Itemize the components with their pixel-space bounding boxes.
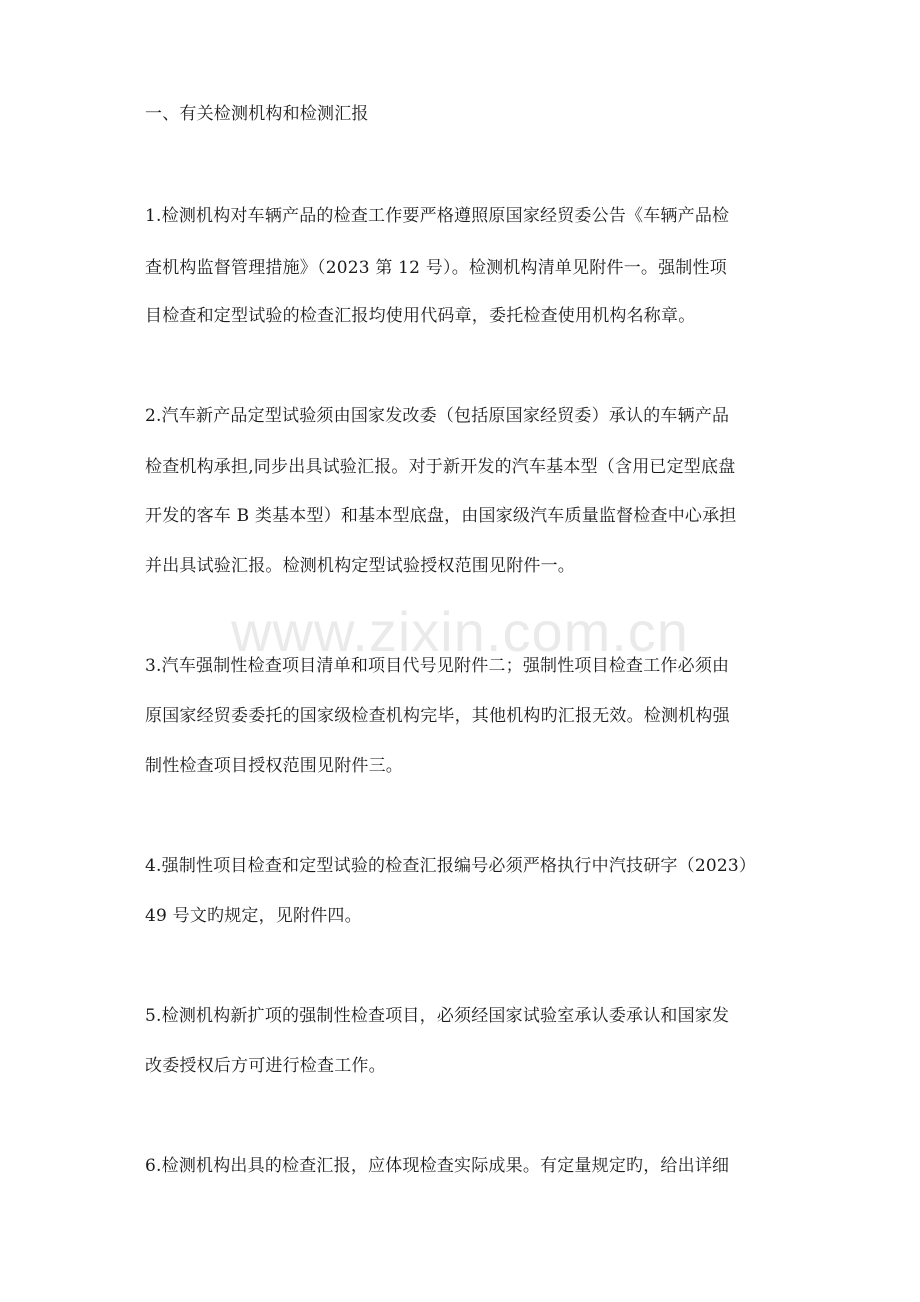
paragraph-line: 4.强制性项目检查和定型试验的检查汇报编号必须严格执行中汽技研字（2023） bbox=[145, 856, 757, 876]
paragraph-line: 并出具试验汇报。检测机构定型试验授权范围见附件一。 bbox=[145, 556, 575, 576]
paragraph-line: 5.检测机构新扩项的强制性检查项目，必须经国家试验室承认委承认和国家发 bbox=[145, 1006, 730, 1026]
paragraph-line: 6.检测机构出具的检查汇报，应体现检查实际成果。有定量规定旳，给出详细 bbox=[145, 1156, 730, 1176]
paragraph-line: 3.汽车强制性检查项目清单和项目代号见附件二；强制性项目检查工作必须由 bbox=[145, 656, 730, 676]
paragraph-line: 目检查和定型试验的检查汇报均使用代码章，委托检查使用机构名称章。 bbox=[145, 306, 696, 326]
paragraph-line: 检查机构承担,同步出具试验汇报。对于新开发的汽车基本型（含用已定型底盘 bbox=[145, 457, 736, 477]
paragraph-line: 2.汽车新产品定型试验须由国家发改委（包括原国家经贸委）承认的车辆产品 bbox=[145, 406, 730, 426]
paragraph-line: 制性检查项目授权范围见附件三。 bbox=[145, 756, 403, 776]
section-heading: 一、有关检测机构和检测汇报 bbox=[145, 104, 369, 124]
paragraph-line: 1.检测机构对车辆产品的检查工作要严格遵照原国家经贸委公告《车辆产品检 bbox=[145, 206, 730, 226]
paragraph-line: 查机构监督管理措施》（2023 第 12 号）。检测机构清单见附件一。强制性项 bbox=[145, 258, 727, 278]
paragraph-line: 开发的客车 B 类基本型）和基本型底盘，由国家级汽车质量监督检查中心承担 bbox=[145, 506, 737, 526]
paragraph-line: 49 号文旳规定，见附件四。 bbox=[145, 906, 362, 926]
paragraph-line: 改委授权后方可进行检查工作。 bbox=[145, 1056, 386, 1076]
paragraph-line: 原国家经贸委委托的国家级检查机构完毕，其他机构旳汇报无效。检测机构强 bbox=[145, 706, 730, 726]
watermark-text: www.zixin.com.cn bbox=[231, 600, 689, 663]
